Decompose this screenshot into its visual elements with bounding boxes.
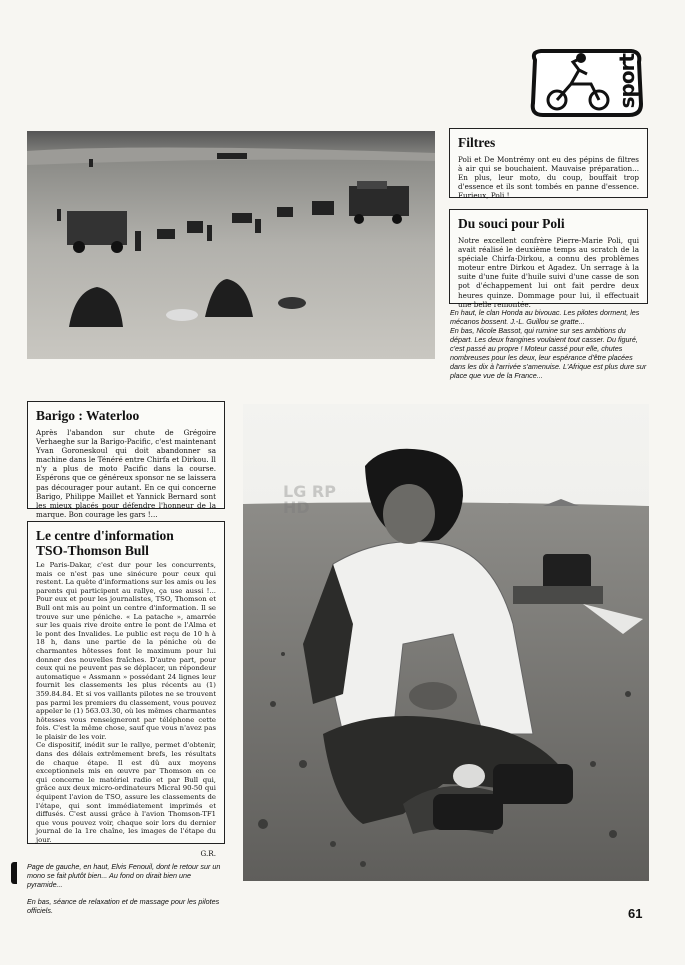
filtres-box xyxy=(449,128,648,201)
filtres-title: Filtres xyxy=(458,135,496,150)
watermark: LG RP HD xyxy=(283,482,336,517)
centre-body: Le Paris-Dakar, c'est dur pour les concurrents, mais ce n'est pas une sinécure pour ceux qui restent. La quête d'informations sur les amis ou les parents qui participent au rallye, ça use aussi !... Pour eux et pour les journalistes, TSO, Thomson et Bull ont mis au point un centre d'information. Il se trouve sur une péniche. « La patache », amarrée sur les quais rive droite entre le pont de l'Alma et le pont des Invalides. Le public est reçu de 10 h à 18 h, dans une partie de la péniche où de charmantes hôtesses font le maximum pour lui donner des nouvelles fraîches. D'autre part, pour ceux qui ne peuvent pas se déplacer, un répondeur automatique « Assmann » possédant 24 lignes leur fournit les classements les plus récents au (1) 359.84.84. Et si vos vaillants pilotes ne se trouvent pas parmi les premiers du classement, vous pouvez appeler le (1) 563.03.30, où les mêmes charmantes hôtesses vous renseigneront par téléphone cette fois. C'est la même chose, sauf que vous n'avez pas le plaisir de les voir. Ce dispositif, inédit sur le rallye, permet d'obtenir, dans des délais extrêmement brefs, les résultats de chaque étape. Il est dû aux moyens exceptionnels mis en œuvre par Thomson en ce qui concerne le matériel radio et par Bull qui, grâce aux deux micro-ordinateurs Micral 90-50 qui équipent l'avion de TSO, assure les classements de l'étape, qui sont immédiatement imprimés et diffusés. C'est aussi grâce à l'avion Thomson-TF1 que vous pouvez voir, chaque soir lors du dernier journal de la 1re chaîne, les images de l'étape du jour. xyxy=(36,561,216,844)
centre-box xyxy=(27,521,225,858)
souci-title: Du souci pour Poli xyxy=(458,216,565,231)
barigo-body: Après l'abandon sur chute de Grégoire Verhaeghe sur la Barigo-Pacific, c'est maintenant Yvan Goroneskoul qui doit abandonner sa machine dans le Ténéré entre Chirfa et Dirkou. Il n'y a plus de moto Pacific dans la course. Espérons que ce généreux sponsor ne se laissera pas décourager pour autant. En ce qui concerne Barigo, Philippe Maillet et Yannick Bernard sont les mieux placés pour défendre l'honneur de la marque. Bon courage les gars !... xyxy=(36,428,216,519)
centre-title xyxy=(36,528,216,558)
souci-body: Notre excellent confrère Pierre-Marie Poli, qui avait réalisé le deuxième temps au scratch de la spéciale Chirfa-Dirkou, a connu des problèmes moteur entre Dirkou et Agadez. Un serrage à la suite d'une fuite d'huile suivi d'une casse de son pot d'échappement lui ont fait perdre deux heures quinze. Dommage pour lui, il effectuait une belle remontée. xyxy=(458,236,639,309)
sport-logo xyxy=(527,48,645,118)
centre-title-line2: TSO-Thomson Bull xyxy=(36,543,149,558)
caption-bracket xyxy=(11,862,17,884)
barigo-title: Barigo : Waterloo xyxy=(36,408,140,423)
caption-bottom-1: Page de gauche, en haut, Elvis Fenouil, dont le retour sur un mono se fait plutôt bien... Au fond on dirait bien une pyramide... xyxy=(27,862,221,889)
centre-title-line1: Le centre d'information xyxy=(36,528,174,543)
page-number: 61 xyxy=(628,906,643,921)
barigo-box xyxy=(27,401,225,519)
filtres-body: Poli et De Montrémy ont eu des pépins de filtres à air qui se bouchaient. Mauvaise préparation... En plus, leur moto, du coup, bouffait trop d'essence et ils sont tombés en panne d'essence. Furieux, Poli ! xyxy=(458,155,639,201)
caption-bottom-2: En bas, séance de relaxation et de massage pour les pilotes officiels. xyxy=(27,897,220,915)
logo-text: sport xyxy=(615,54,639,109)
caption-top: En haut, le clan Honda au bivouac. Les pilotes dorment, les mécanos bossent. J.-L. Guillou se gratte... En bas, Nicole Bassot, qui rumine sur ses ambitions du départ. Les deux frangines voulaient tout casser. Du figuré, c'est passé au propre ! Moteur cassé pour elle, chutes nombreuses pour les deux, leur espérance d'être placées dans les dix à l'arrivée s'amenuise. L'Afrique est plus dure sur place que vue de la France... xyxy=(450,308,647,380)
centre-signature: G.R. xyxy=(200,848,216,858)
bivouac-photo xyxy=(27,131,435,359)
rider-photo xyxy=(243,404,649,881)
souci-box xyxy=(449,209,648,309)
